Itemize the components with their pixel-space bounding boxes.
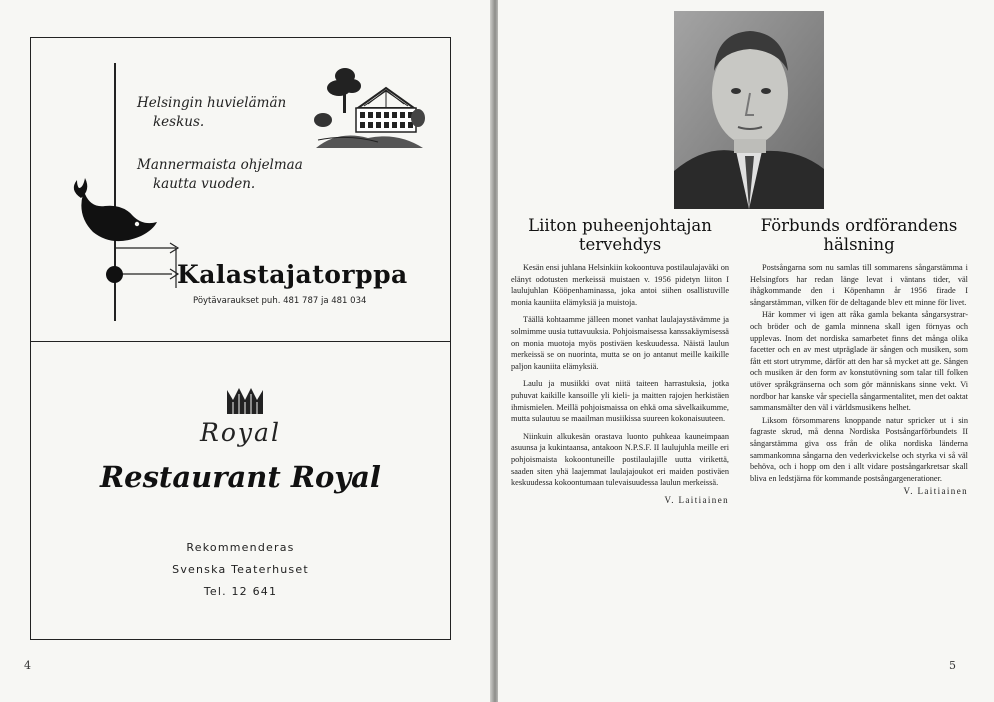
- royal-line-2: Svenska Teaterhuset: [172, 563, 309, 576]
- royal-logo-text: Royal: [200, 418, 281, 447]
- swedish-paragraph-3: Liksom försommarens knoppande natur spricker ut i sin fagraste skrud, må denna Nordiska Postsångarförbundets II sångarstämma giva oss från de olika nordiska länderna sammankomna sångarna den vederkvickelse och styrka vi så väl behöva, och i hopp om den i allt vidare postsångarkretsar skall bliva en ledstjärna för kommande postsångargenerationer.: [750, 415, 968, 483]
- kalastajatorppa-phone: Pöytävaraukset puh. 481 787 ja 481 034: [193, 296, 367, 306]
- ad-divider: [31, 341, 450, 342]
- swedish-paragraph-2: Här kommer vi igen att råka gamla bekanta sångarsystrar- och bröder och de gamla minnena skall igen förnyas och upplevas. Inom det nordiska samarbetet finns det många olika facetter och en av mest utpräglade är sången och musiken, som fått ett stort utrymme, därför att den har så mycket att ge. Sången och musiken är den form av konstutövning som talar till folken utöver språkgränserna och som gör människans sinne vekt. Vi nordbor har kanske vår speciella sångarmentalitet, men det oaktat sammansmälter den väl i världsmusikens helhet.: [750, 310, 968, 413]
- pavilion-illustration: [308, 58, 428, 158]
- finnish-paragraph-1: Kesän ensi juhlana Helsinkiin kokoontuva postilaulajaväki on elänyt odotusten merkeissä muistaen v. 1956 pidetyn liiton I laulujuhlan Kööpenhaminassa, joka antoi siihen osallistuville monia kauniita elämyksiä ja muistoja.: [511, 263, 729, 307]
- royal-line-1: Rekommenderas: [186, 541, 295, 554]
- portrait-photo: [674, 11, 824, 209]
- swedish-greeting: [750, 216, 968, 496]
- crown-icon: [225, 384, 265, 418]
- right-page: [498, 0, 994, 702]
- kalastajatorppa-name: Kalastajatorppa: [177, 260, 408, 289]
- finnish-paragraph-2: Täällä kohtaamme jälleen monet vanhat laulajaystävämme ja solmimme uusia tuttavuuksia. Pohjoismaisessa kanssakäymisessä on monia muotoja myös postiväen keskuudessa. Näistä laulun merkeissä se on nuorinta, mutta se on jo antanut meille kaikille paljon kauniita elämyksiä.: [511, 315, 729, 371]
- finnish-greeting: [511, 216, 729, 505]
- page-number-right: 5: [949, 659, 956, 672]
- finnish-paragraph-3: Laulu ja musiikki ovat niitä taiteen harrastuksia, jotka puhuvat kaikille kansoille yli kieli- ja maitten rajojen herkistäen ihmismielen. Meillä pohjoismaissa on ehkä oma sävelkaikumme, mutta sulautuu se maailman musiikissa suureen kokonaisuuteen.: [511, 379, 729, 424]
- finnish-title: Liiton puheenjohtajan tervehdys: [528, 216, 712, 254]
- royal-phone: Tel. 12 641: [203, 585, 278, 598]
- page-number-left: 4: [24, 659, 31, 672]
- swedish-signature: V. Laitiainen: [903, 486, 968, 497]
- tagline-1-line-1: Helsingin huvielämän: [137, 95, 287, 111]
- left-page: [0, 0, 492, 702]
- tagline-2-line-1: Mannermaista ohjelmaa: [137, 157, 303, 173]
- advertisement-frame: [30, 37, 451, 640]
- finnish-paragraph-4: Niinkuin alkukesän orastava luonto puhkeaa kauneimpaan asuunsa ja kukintaansa, antakoon N.P.S.F. II laulujuhla meille eri pohjoismaista kokoontuneille postilaulajille uutta virikettä, saaden siten yhä laajemmat laulajajoukot eri maiden postiväen keskuudessa kokoontumaan tulevaisuudessa laulun merkeissä.: [511, 431, 729, 488]
- swedish-title: Förbunds ordförandens hälsning: [760, 216, 958, 254]
- tagline-2-line-2: kautta vuoden.: [153, 176, 256, 192]
- finnish-signature: V. Laitiainen: [664, 494, 729, 505]
- swedish-paragraph-1: Postsångarna som nu samlas till sommarens sångarstämma i Helsingfors har redan länge levat i väntans tider, väl ihågkommande den i Köpenhamn år 1956 firade I sångarstämman, vilken för de deltagande blev ett minne för livet.: [750, 263, 968, 307]
- bullet-dot: [106, 266, 123, 283]
- restaurant-royal-name: Restaurant Royal: [100, 460, 381, 494]
- tagline-1-line-2: keskus.: [153, 114, 205, 130]
